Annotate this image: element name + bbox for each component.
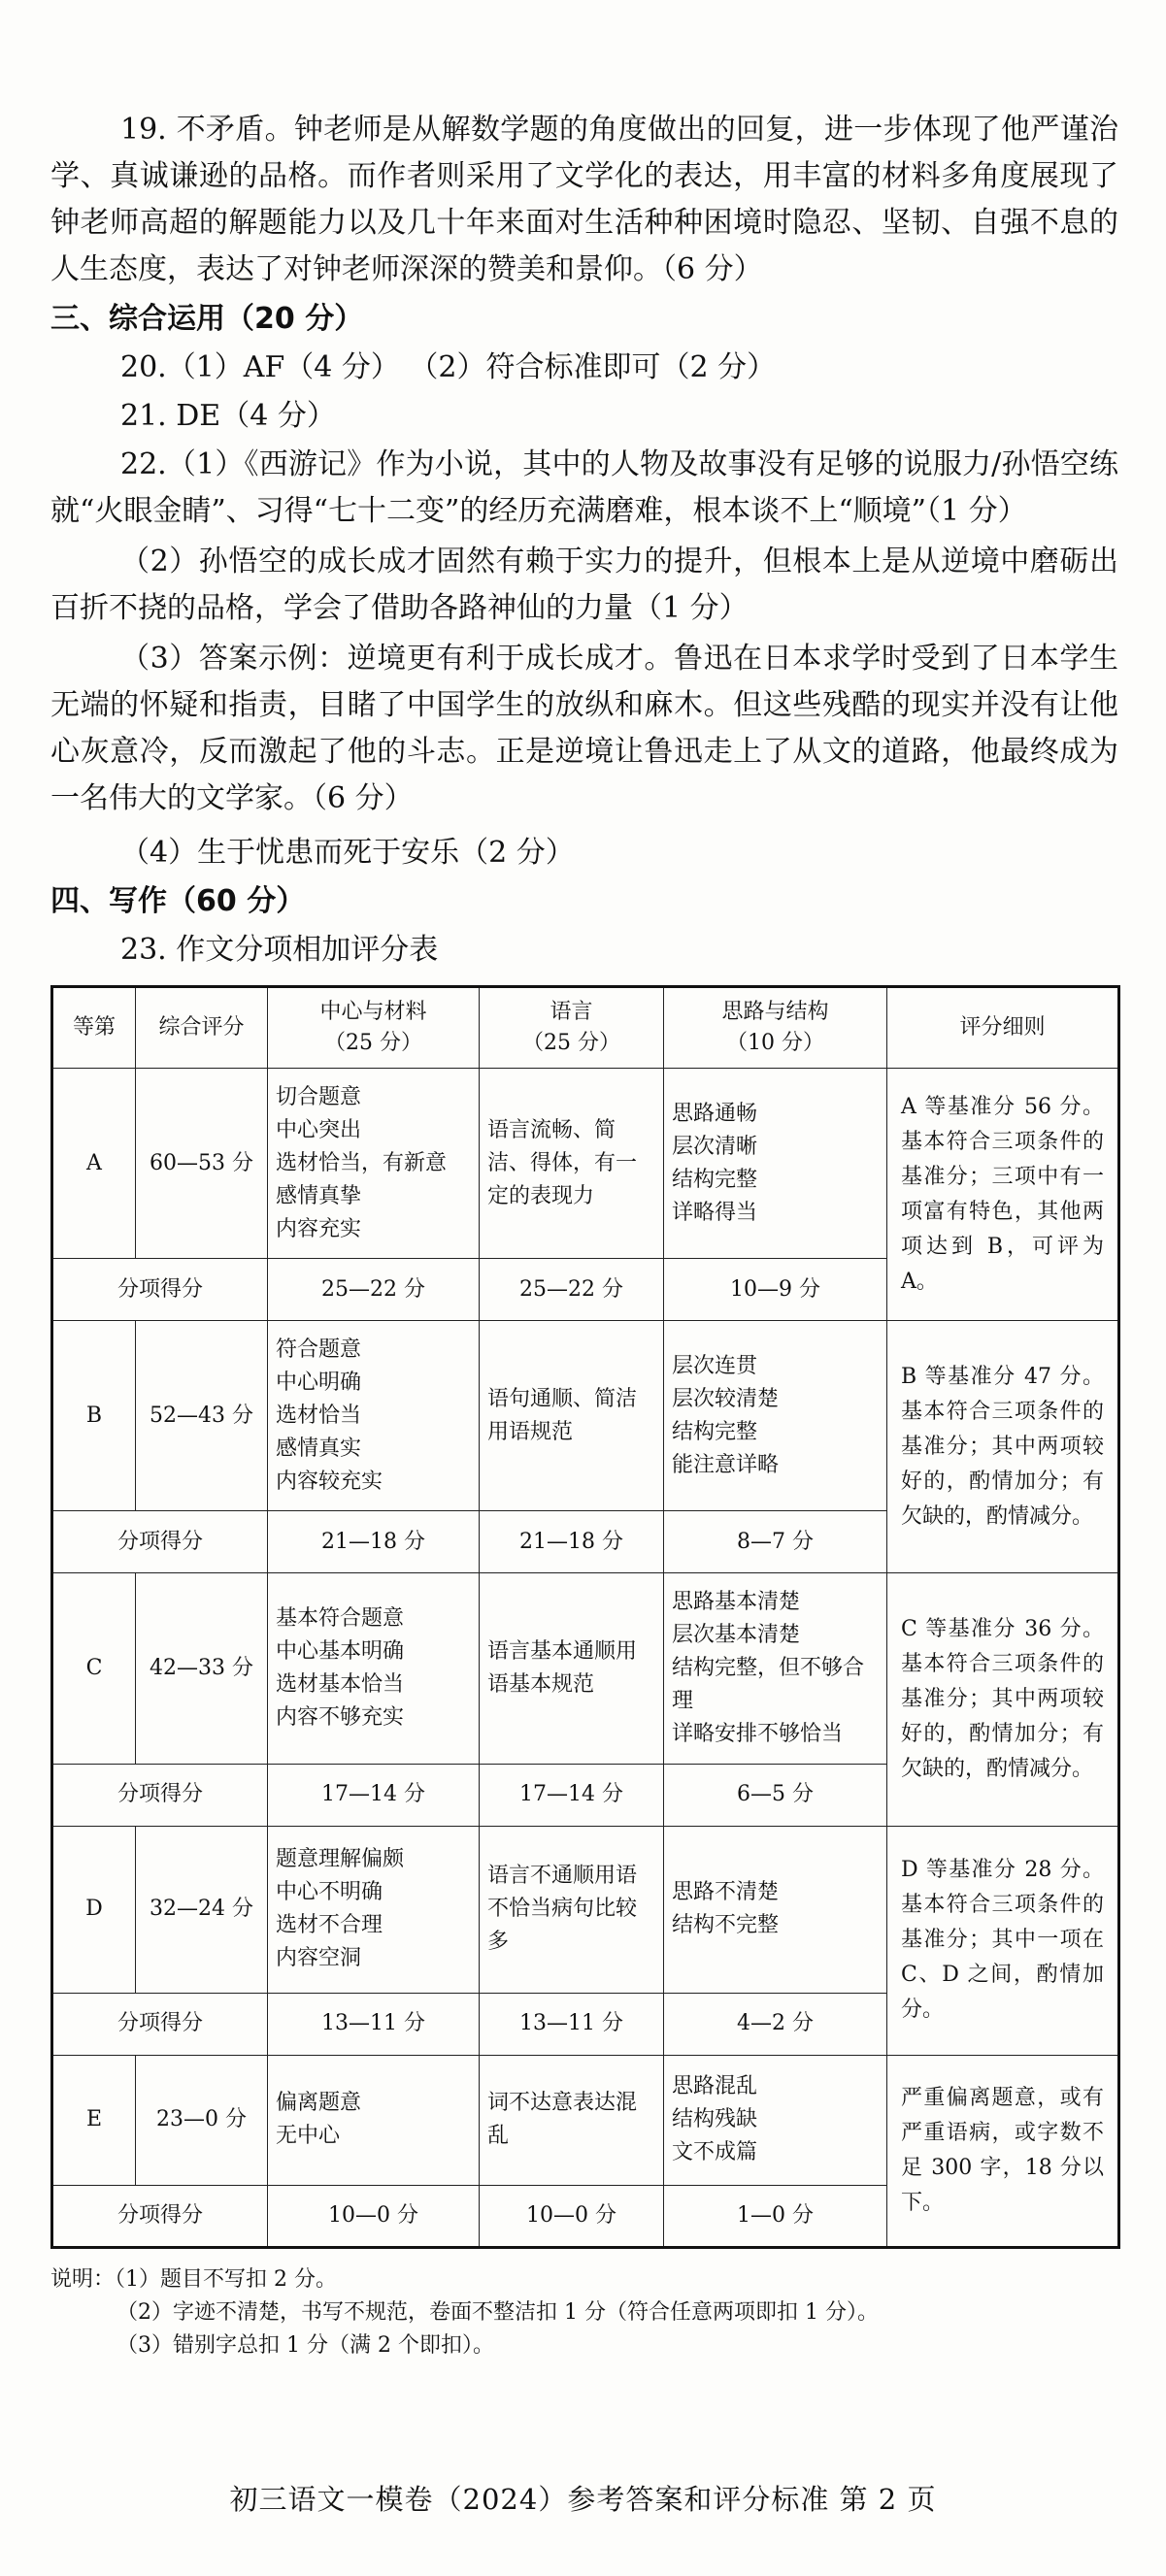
structure-criteria-cell: 思路基本清楚 层次基本清楚 结构完整，但不够合理 详略安排不够恰当 — [664, 1573, 887, 1764]
table-row — [52, 1573, 1119, 1764]
header-structure: 思路与结构 （10 分） — [664, 987, 887, 1069]
sub-content: 21—18 分 — [268, 1511, 480, 1573]
detail-cell: D 等基准分 28 分。基本符合三项条件的基准分；其中一项在 C、D 之间，酌情加分。 — [887, 1826, 1119, 2055]
grade-cell: E — [52, 2055, 136, 2185]
subscore-label: 分项得分 — [52, 1511, 268, 1573]
overall-score-cell: 42—33 分 — [136, 1573, 268, 1764]
language-criteria-cell: 词不达意表达混乱 — [480, 2055, 664, 2185]
header-grade: 等第 — [52, 987, 136, 1069]
detail-cell: C 等基准分 36 分。基本符合三项条件的基准分；其中两项较好的，酌情加分；有欠缺的，酌情减分。 — [887, 1573, 1119, 1826]
sub-content: 25—22 分 — [268, 1259, 480, 1321]
sub-structure: 8—7 分 — [664, 1511, 887, 1573]
grade-cell: B — [52, 1321, 136, 1511]
sub-language: 10—0 分 — [480, 2185, 664, 2247]
q19-answer: 19. 不矛盾。钟老师是从解数学题的角度做出的回复，进一步体现了他严谨治学、真诚谦逊的品格。而作者则采用了文学化的表达，用丰富的材料多角度展现了钟老师高超的解题能力以及几十年来面对生活种种困境时隐忍、坚韧、自强不息的人生态度，表达了对钟老师深深的赞美和景仰。（6 分） — [50, 113, 1118, 286]
structure-criteria-cell: 思路通畅 层次清晰 结构完整 详略得当 — [664, 1069, 887, 1259]
language-criteria-cell: 语言基本通顺用语基本规范 — [480, 1573, 664, 1764]
structure-criteria-cell: 层次连贯 层次较清楚 结构完整 能注意详略 — [664, 1321, 887, 1511]
note-item: （2）字迹不清楚，书写不规范，卷面不整洁扣 1 分（符合任意两项即扣 1 分）。 — [117, 2300, 879, 2325]
content-criteria-cell: 切合题意 中心突出 选材恰当，有新意 感情真挚 内容充实 — [268, 1069, 480, 1259]
q21-answer: 21. DE（4 分） — [120, 399, 336, 433]
sub-language: 25—22 分 — [480, 1259, 664, 1321]
q22-part1: 22.（1）《西游记》作为小说，其中的人物及故事没有足够的说服力/孙悟空练就“火眼金睛”、习得“七十二变”的经历充满磨难，根本谈不上“顺境”（1 分） — [50, 447, 1118, 528]
table-row — [52, 1069, 1119, 1259]
page-footer: 初三语文一模卷（2024）参考答案和评分标准 第 2 页 — [229, 2483, 937, 2516]
notes-line-1 — [50, 2263, 879, 2296]
header-overall: 综合评分 — [136, 987, 268, 1069]
grade-cell: D — [52, 1826, 136, 1993]
detail-cell: B 等基准分 47 分。基本符合三项条件的基准分；其中两项较好的，酌情加分；有欠缺的，酌情减分。 — [887, 1321, 1119, 1573]
overall-score-cell: 52—43 分 — [136, 1321, 268, 1511]
header-language: 语言 （25 分） — [480, 987, 664, 1069]
sub-content: 17—14 分 — [268, 1764, 480, 1826]
content-criteria-cell: 符合题意 中心明确 选材恰当 感情真实 内容较充实 — [268, 1321, 480, 1511]
header-detail: 评分细则 — [887, 987, 1119, 1069]
overall-score-cell: 23—0 分 — [136, 2055, 268, 2185]
detail-cell: A 等基准分 56 分。基本符合三项条件的基准分；三项中有一项富有特色，其他两项达到 B，可评为 A。 — [887, 1069, 1119, 1321]
table-row — [52, 1321, 1119, 1511]
sub-content: 13—11 分 — [268, 1993, 480, 2055]
sub-language: 17—14 分 — [480, 1764, 664, 1826]
notes — [50, 2263, 879, 2362]
subscore-label: 分项得分 — [52, 1259, 268, 1321]
q22-part3: （3）答案示例：逆境更有利于成长成才。鲁迅在日本求学时受到了日本学生无端的怀疑和指责，目睹了中国学生的放纵和麻木。但这些残酷的现实并没有让他心灰意冷，反而激起了他的斗志。正是逆境让鲁迅走上了从文的道路，他最终成为一名伟大的文学家。（6 分） — [50, 642, 1118, 815]
grade-cell: C — [52, 1573, 136, 1764]
note-item: （3）错别字总扣 1 分（满 2 个即扣）。 — [117, 2333, 494, 2358]
notes-label: 说明： — [50, 2267, 116, 2292]
sub-structure: 10—9 分 — [664, 1259, 887, 1321]
q22-part4: （4）生于忧患而死于安乐（2 分） — [120, 836, 575, 870]
sub-language: 21—18 分 — [480, 1511, 664, 1573]
q23-title: 23. 作文分项相加评分表 — [120, 933, 439, 967]
header-content: 中心与材料 （25 分） — [268, 987, 480, 1069]
q20-answer: 20.（1）AF（4 分） （2）符合标准即可（2 分） — [120, 350, 777, 384]
grade-cell: A — [52, 1069, 136, 1259]
sub-structure: 6—5 分 — [664, 1764, 887, 1826]
table-header-row — [52, 987, 1119, 1069]
table-row — [52, 2055, 1119, 2185]
language-criteria-cell: 语言不通顺用语不恰当病句比较多 — [480, 1826, 664, 1993]
section-3-title: 三、综合运用（20 分） — [50, 302, 364, 336]
language-criteria-cell: 语句通顺、简洁用语规范 — [480, 1321, 664, 1511]
overall-score-cell: 60—53 分 — [136, 1069, 268, 1259]
note-item: （1）题目不写扣 2 分。 — [115, 2267, 337, 2292]
sub-content: 10—0 分 — [268, 2185, 480, 2247]
language-criteria-cell: 语言流畅、简洁、得体，有一定的表现力 — [480, 1069, 664, 1259]
section-4-title: 四、写作（60 分） — [50, 884, 306, 918]
structure-criteria-cell: 思路不清楚 结构不完整 — [664, 1826, 887, 1993]
sub-structure: 1—0 分 — [664, 2185, 887, 2247]
q22-part2: （2）孙悟空的成长成才固然有赖于实力的提升，但根本上是从逆境中磨砺出百折不挠的品格，学会了借助各路神仙的力量（1 分） — [50, 545, 1118, 625]
content-criteria-cell: 偏离题意 无中心 — [268, 2055, 480, 2185]
subscore-label: 分项得分 — [52, 1993, 268, 2055]
subscore-label: 分项得分 — [52, 2185, 268, 2247]
table-row — [52, 1826, 1119, 1993]
sub-structure: 4—2 分 — [664, 1993, 887, 2055]
content-criteria-cell: 题意理解偏颇 中心不明确 选材不合理 内容空洞 — [268, 1826, 480, 1993]
structure-criteria-cell: 思路混乱 结构残缺 文不成篇 — [664, 2055, 887, 2185]
overall-score-cell: 32—24 分 — [136, 1826, 268, 1993]
essay-scoring-table — [50, 985, 1120, 2249]
detail-cell: 严重偏离题意，或有严重语病，或字数不足 300 字，18 分以下。 — [887, 2055, 1119, 2247]
content-criteria-cell: 基本符合题意 中心基本明确 选材基本恰当 内容不够充实 — [268, 1573, 480, 1764]
subscore-label: 分项得分 — [52, 1764, 268, 1826]
sub-language: 13—11 分 — [480, 1993, 664, 2055]
